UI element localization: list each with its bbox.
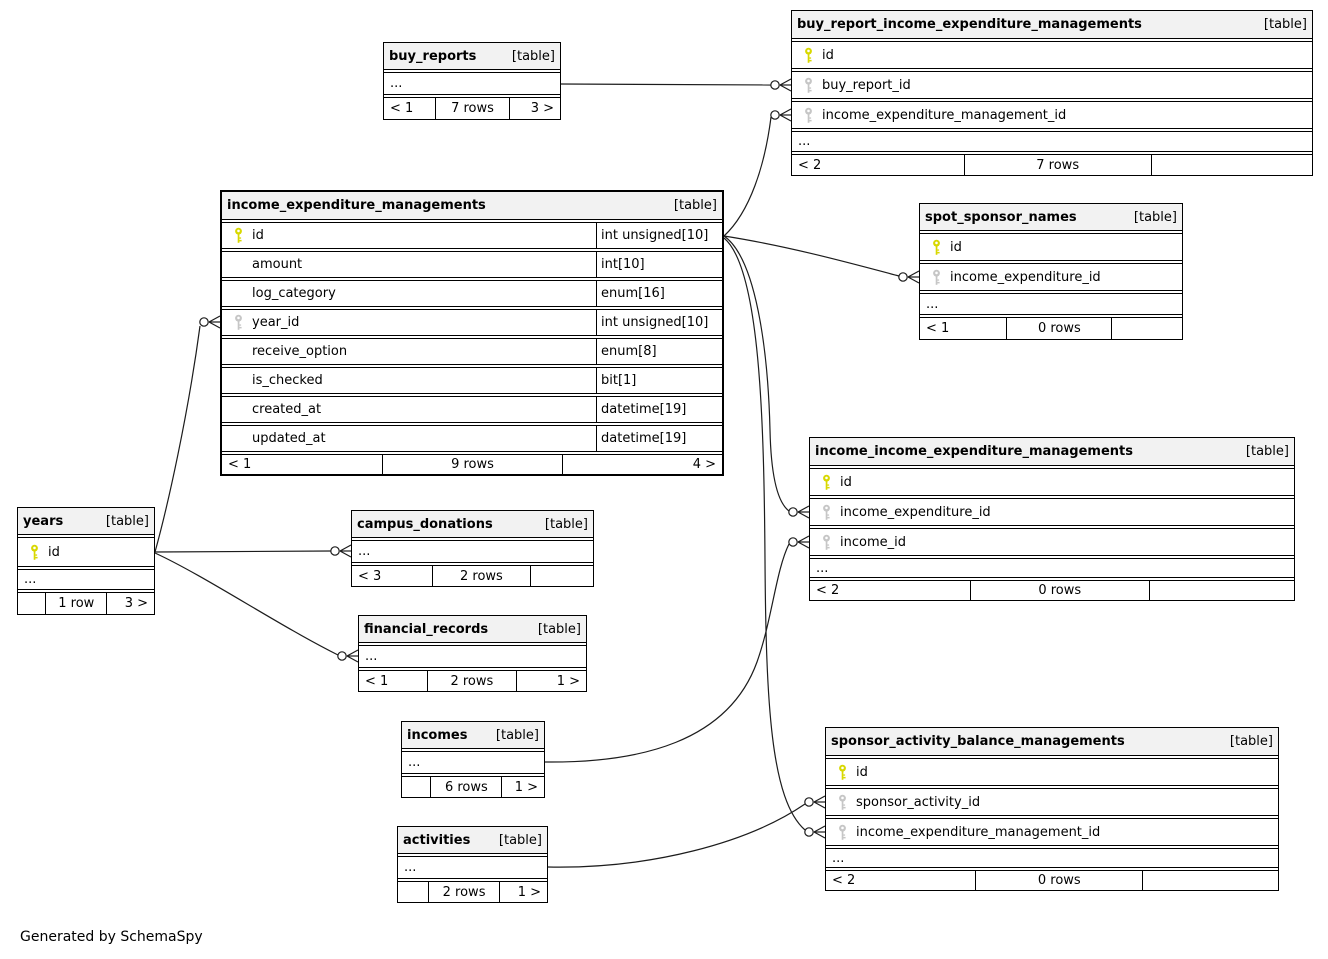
key-slot — [795, 77, 822, 94]
ellipsis-text: ... — [24, 572, 37, 587]
table-tag: [table] — [105, 513, 149, 529]
primary-key-icon — [931, 239, 942, 256]
more-columns-ellipsis — [18, 569, 154, 590]
table-footer — [920, 317, 1182, 339]
table-tag: [table] — [544, 516, 588, 532]
column-row-income_expenditure_management_id — [792, 101, 1312, 129]
column-row-income_expenditure_management_id — [826, 818, 1278, 846]
key-slot — [813, 534, 840, 551]
table-tag: [table] — [1229, 734, 1273, 749]
table-name[interactable]: financial_records — [364, 621, 489, 637]
column-name: log_category — [252, 286, 336, 301]
table-activities[interactable] — [397, 826, 548, 903]
footer-left-count: < 1 — [365, 673, 389, 689]
footer-rows-count: 2 rows — [428, 882, 500, 902]
column-type: datetime[19] — [596, 397, 722, 422]
column-row-income_expenditure_id — [810, 498, 1294, 526]
key-slot — [225, 227, 252, 244]
footer-left-count: < 3 — [358, 568, 382, 584]
table-name[interactable]: years — [23, 513, 64, 529]
table-footer — [398, 881, 547, 902]
ellipsis-text: ... — [798, 134, 811, 149]
column-name: income_expenditure_id — [840, 504, 991, 520]
column-type: int[10] — [596, 252, 722, 277]
primary-key-icon — [821, 474, 832, 491]
footer-rows-count: 2 rows — [427, 671, 516, 691]
more-columns-ellipsis — [402, 751, 544, 774]
table-header — [810, 438, 1294, 466]
footer-right-count — [1149, 581, 1294, 600]
column-type: enum[8] — [596, 339, 722, 364]
table-footer — [352, 565, 593, 586]
footer-rows-count: 7 rows — [964, 155, 1151, 175]
footer-right-count: 3 > — [509, 98, 560, 119]
footer-rows-count: 2 rows — [432, 566, 531, 586]
footer-left-count: < 2 — [832, 873, 856, 888]
table-buy_reports[interactable] — [383, 42, 561, 120]
table-campus_donations[interactable] — [351, 510, 594, 587]
table-spot_sponsor_names[interactable] — [919, 203, 1183, 340]
table-header — [352, 511, 593, 538]
footer-right-count — [530, 566, 593, 586]
footer-left-count: < 1 — [228, 457, 252, 472]
table-header — [402, 722, 544, 749]
column-row-sponsor_activity_id — [826, 788, 1278, 816]
key-slot — [21, 544, 48, 561]
column-row-id — [810, 468, 1294, 496]
column-name: receive_option — [252, 344, 348, 359]
key-slot — [795, 47, 822, 64]
table-tag: [table] — [1263, 17, 1307, 32]
footer-rows-count: 9 rows — [382, 455, 562, 474]
key-slot — [813, 474, 840, 491]
more-columns-ellipsis — [810, 558, 1294, 578]
column-row-created_at — [222, 396, 722, 423]
primary-key-icon — [803, 47, 814, 64]
relationship-income_expenditure_managements.id-to-buy_report_income_expenditure_managements.income_expenditure_management_id — [724, 109, 791, 236]
footer-rows-count: 1 row — [45, 593, 106, 614]
primary-key-icon — [837, 764, 848, 781]
key-slot — [923, 269, 950, 286]
more-columns-ellipsis — [920, 293, 1182, 315]
ellipsis-text: ... — [816, 560, 829, 576]
column-name: sponsor_activity_id — [856, 794, 981, 810]
ellipsis-text: ... — [358, 544, 371, 559]
column-row-id — [920, 233, 1182, 261]
column-name: id — [950, 239, 962, 255]
column-type: datetime[19] — [596, 426, 722, 451]
footer-left-count — [402, 777, 430, 797]
column-row-buy_report_id — [792, 71, 1312, 99]
foreign-key-icon — [931, 269, 942, 286]
footer-right-count: 1 > — [499, 882, 547, 902]
table-years[interactable] — [17, 507, 155, 615]
column-name: year_id — [252, 315, 300, 330]
table-header — [384, 43, 560, 70]
table-header — [18, 508, 154, 535]
table-header — [792, 11, 1312, 39]
table-tag: [table] — [495, 727, 539, 743]
column-name: amount — [252, 257, 303, 272]
table-name[interactable]: activities — [403, 832, 471, 848]
more-columns-ellipsis — [384, 72, 560, 95]
table-tag: [table] — [1133, 209, 1177, 225]
ellipsis-text: ... — [832, 850, 845, 866]
column-row-is_checked — [222, 367, 722, 394]
footer-left-count: < 1 — [390, 101, 414, 116]
ellipsis-text: ... — [404, 860, 417, 875]
table-income_expenditure_managements[interactable] — [220, 190, 724, 476]
column-row-id — [222, 222, 722, 249]
foreign-key-icon — [821, 504, 832, 521]
key-slot — [225, 314, 252, 331]
footer-right-count — [1142, 871, 1278, 890]
table-tag: [table] — [1245, 444, 1289, 459]
table-tag: [table] — [498, 832, 542, 848]
more-columns-ellipsis — [792, 131, 1312, 152]
column-name: buy_report_id — [822, 77, 911, 93]
column-name: income_expenditure_management_id — [822, 107, 1067, 123]
relationship-income_expenditure_managements.id-to-income_income_expenditure_managements.income_expenditure_id — [724, 236, 809, 518]
column-row-income_id — [810, 528, 1294, 556]
column-row-id — [826, 758, 1278, 786]
column-row-receive_option — [222, 338, 722, 365]
table-footer — [402, 776, 544, 797]
column-name: income_id — [840, 534, 906, 550]
column-name: id — [252, 228, 264, 243]
table-tag: [table] — [537, 621, 581, 637]
foreign-key-icon — [821, 534, 832, 551]
column-type: int unsigned[10] — [596, 223, 722, 248]
column-name: id — [822, 47, 834, 63]
relationship-buy_reports-to-buy_report_income_expenditure_managements.buy_report_id — [561, 79, 791, 91]
column-name: income_expenditure_id — [950, 269, 1101, 285]
ellipsis-text: ... — [365, 649, 378, 664]
column-name: created_at — [252, 402, 322, 417]
footer-right-count — [1111, 318, 1182, 339]
table-tag: [table] — [511, 48, 555, 64]
column-row-amount — [222, 251, 722, 278]
footer-right-count: 4 > — [562, 455, 722, 474]
relationship-income_expenditure_managements.id-to-spot_sponsor_names.income_expenditure_id — [724, 236, 919, 283]
table-name[interactable]: buy_reports — [389, 48, 477, 64]
column-row-income_expenditure_id — [920, 263, 1182, 291]
footer-right-count: 1 > — [501, 777, 544, 797]
ellipsis-text: ... — [390, 76, 403, 91]
table-name[interactable]: campus_donations — [357, 516, 493, 532]
column-row-log_category — [222, 280, 722, 307]
table-footer — [810, 580, 1294, 600]
more-columns-ellipsis — [398, 856, 547, 879]
foreign-key-icon — [803, 77, 814, 94]
table-incomes[interactable] — [401, 721, 545, 798]
foreign-key-icon — [837, 824, 848, 841]
key-slot — [813, 504, 840, 521]
relationship-years.id-to-income_expenditure_managements.year_id — [155, 316, 220, 552]
footer-rows-count: 0 rows — [970, 581, 1149, 600]
column-name: updated_at — [252, 431, 326, 446]
more-columns-ellipsis — [352, 540, 593, 563]
footer-rows-count: 7 rows — [435, 98, 509, 119]
footer-rows-count: 6 rows — [430, 777, 501, 797]
primary-key-icon — [233, 227, 244, 244]
footer-left-count — [398, 882, 428, 902]
table-footer — [359, 670, 586, 691]
column-row-id — [18, 537, 154, 567]
column-type: bit[1] — [596, 368, 722, 393]
table-header — [359, 616, 586, 643]
table-name[interactable]: incomes — [407, 727, 468, 743]
table-sponsor_activity_balance_managements[interactable] — [825, 727, 1279, 891]
column-name: income_expenditure_management_id — [856, 824, 1101, 840]
column-row-id — [792, 41, 1312, 69]
table-footer — [18, 592, 154, 614]
table-financial_records[interactable] — [358, 615, 587, 692]
key-slot — [829, 764, 856, 781]
column-row-updated_at — [222, 425, 722, 452]
footer-left-count: < 1 — [926, 321, 950, 336]
table-name[interactable]: income_expenditure_managements — [227, 198, 486, 213]
footer-rows-count: 0 rows — [975, 871, 1142, 890]
table-income_income_expenditure_managements[interactable] — [809, 437, 1295, 601]
primary-key-icon — [29, 544, 40, 561]
table-footer — [792, 154, 1312, 175]
table-footer — [222, 454, 722, 474]
footer-right-count — [1151, 155, 1312, 175]
column-type: int unsigned[10] — [596, 310, 722, 335]
relationship-activities-to-sponsor_activity_balance_managements.sponsor_activity_id — [548, 796, 825, 867]
footer-left-count — [18, 593, 45, 614]
table-name[interactable]: income_income_expenditure_managements — [815, 444, 1133, 459]
table-footer — [826, 870, 1278, 890]
foreign-key-icon — [233, 314, 244, 331]
more-columns-ellipsis — [826, 848, 1278, 868]
relationship-years.id-to-campus_donations — [155, 545, 351, 557]
column-name: is_checked — [252, 373, 323, 388]
table-footer — [384, 97, 560, 119]
table-header — [398, 827, 547, 854]
column-name: id — [48, 544, 60, 560]
table-name[interactable]: spot_sponsor_names — [925, 209, 1077, 225]
more-columns-ellipsis — [359, 645, 586, 668]
table-tag: [table] — [673, 198, 717, 213]
table-name[interactable]: buy_report_income_expenditure_managements — [797, 17, 1142, 32]
footer-left-count: < 2 — [816, 583, 840, 598]
relationship-years.id-to-financial_records — [155, 553, 358, 662]
table-buy_report_income_expenditure_managements[interactable] — [791, 10, 1313, 176]
footer-right-count: 1 > — [516, 671, 586, 691]
ellipsis-text: ... — [408, 755, 421, 770]
table-header — [826, 728, 1278, 756]
column-type: enum[16] — [596, 281, 722, 306]
ellipsis-text: ... — [926, 296, 939, 312]
generator-note: Generated by SchemaSpy — [20, 929, 203, 945]
footer-right-count: 3 > — [106, 593, 154, 614]
footer-left-count: < 2 — [798, 157, 822, 173]
foreign-key-icon — [837, 794, 848, 811]
foreign-key-icon — [803, 107, 814, 124]
footer-rows-count: 0 rows — [1006, 318, 1111, 339]
column-name: id — [856, 764, 868, 780]
column-name: id — [840, 474, 852, 490]
key-slot — [923, 239, 950, 256]
column-row-year_id — [222, 309, 722, 336]
table-header — [920, 204, 1182, 231]
table-header — [222, 192, 722, 220]
key-slot — [829, 794, 856, 811]
table-name[interactable]: sponsor_activity_balance_managements — [831, 734, 1125, 749]
key-slot — [829, 824, 856, 841]
key-slot — [795, 107, 822, 124]
